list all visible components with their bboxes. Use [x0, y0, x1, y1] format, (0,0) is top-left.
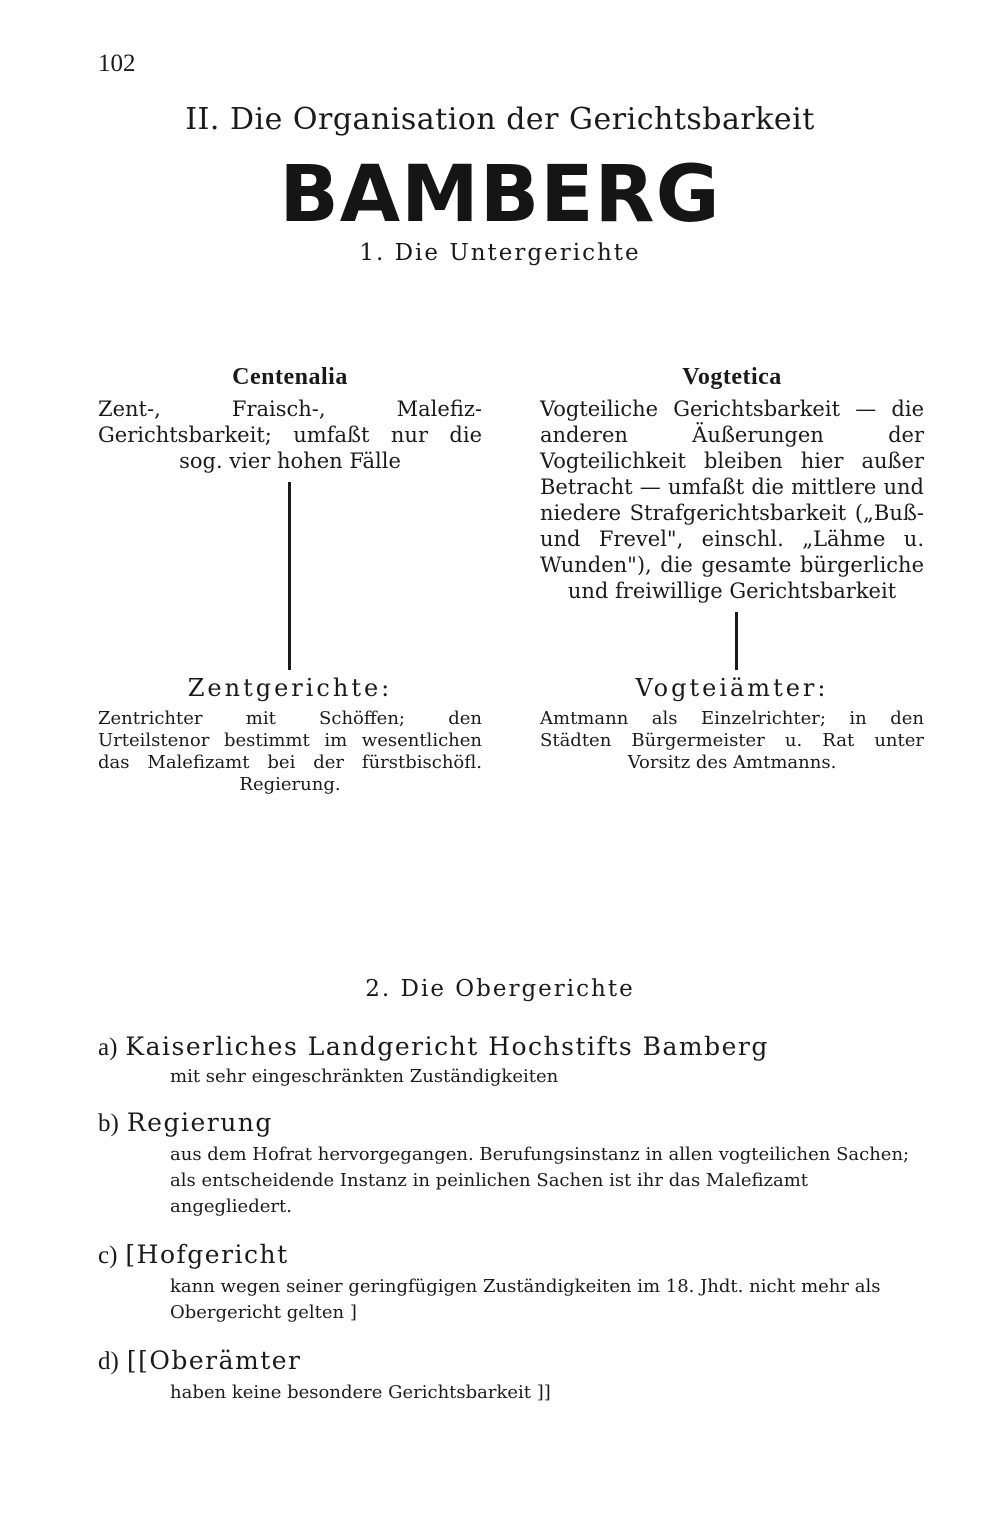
entry-a-title-text: Kaiserliches Landgericht Hochstifts Bamberg	[125, 1032, 769, 1061]
vogtetica-connector-line	[735, 612, 738, 670]
entry-b-title-text: Regierung	[126, 1108, 273, 1137]
entry-a-text: mit sehr eingeschränkten Zuständigkeiten	[170, 1066, 559, 1087]
zentgerichte-heading: Zentgerichte:	[187, 674, 393, 702]
entry-a-letter: a)	[98, 1034, 118, 1061]
vogtetica-heading: Vogtetica	[682, 364, 782, 390]
entry-b-letter: b)	[98, 1110, 119, 1137]
vogteiaemter-text: Amtmann als Einzelrichter; in den Städten Bürgermeister u. Rat unter Vorsitz des Amtmanns.	[540, 708, 924, 773]
entry-c-title-text: [Hofgericht	[125, 1240, 289, 1269]
vogtetica-block	[540, 364, 924, 604]
lower-courts-heading: 1. Die Untergerichte	[359, 240, 641, 266]
chapter-title: II. Die Organisation der Gerichtsbarkeit	[185, 102, 815, 137]
centenalia-block	[98, 364, 482, 474]
zentgerichte-text: Zentrichter mit Schöffen; den Urteilstenor bestimmt im wesentlichen das Malefizamt bei der fürstbischöfl. Regierung.	[98, 708, 482, 795]
entry-d-title	[98, 1346, 301, 1376]
vogtetica-text: Vogteiliche Gerichtsbarkeit — die anderen Äußerungen der Vogteilichkeit bleiben hier außer Betracht — umfaßt die mittlere und niedere Strafgerichtsbarkeit („Buß- und Frevel", einschl. „Lähme u. Wunden"), die gesamte bürgerliche und freiwillige Gerichtsbarkeit	[540, 397, 924, 603]
page-number: 102	[98, 50, 136, 77]
entry-d-title-text: [[Oberämter	[126, 1346, 302, 1375]
entry-d-text: haben keine besondere Gerichtsbarkeit ]]	[170, 1382, 551, 1403]
entry-c-letter: c)	[98, 1242, 118, 1269]
centenalia-text: Zent-, Fraisch-, Malefiz-Gerichtsbarkeit; umfaßt nur die sog. vier hohen Fälle	[98, 397, 482, 473]
centenalia-connector-line	[288, 482, 291, 670]
vogteiaemter-heading: Vogteiämter:	[635, 674, 829, 702]
entry-d-letter: d)	[98, 1348, 119, 1375]
entry-c-title	[98, 1240, 289, 1270]
entry-b-text: aus dem Hofrat hervorgegangen. Berufungsinstanz in allen vogteilichen Sachen; als entscheidende Instanz in peinlichen Sachen ist ihr das Malefizamt angegliedert.	[170, 1144, 910, 1217]
entry-a-title	[98, 1032, 769, 1062]
centenalia-heading: Centenalia	[232, 364, 348, 390]
higher-courts-heading: 2. Die Obergerichte	[365, 976, 635, 1002]
entry-b-title	[98, 1108, 273, 1138]
main-title: BAMBERG	[279, 150, 721, 240]
entry-c-text: kann wegen seiner geringfügigen Zuständigkeiten im 18. Jhdt. nicht mehr als Obergericht gelten ]	[170, 1276, 881, 1323]
